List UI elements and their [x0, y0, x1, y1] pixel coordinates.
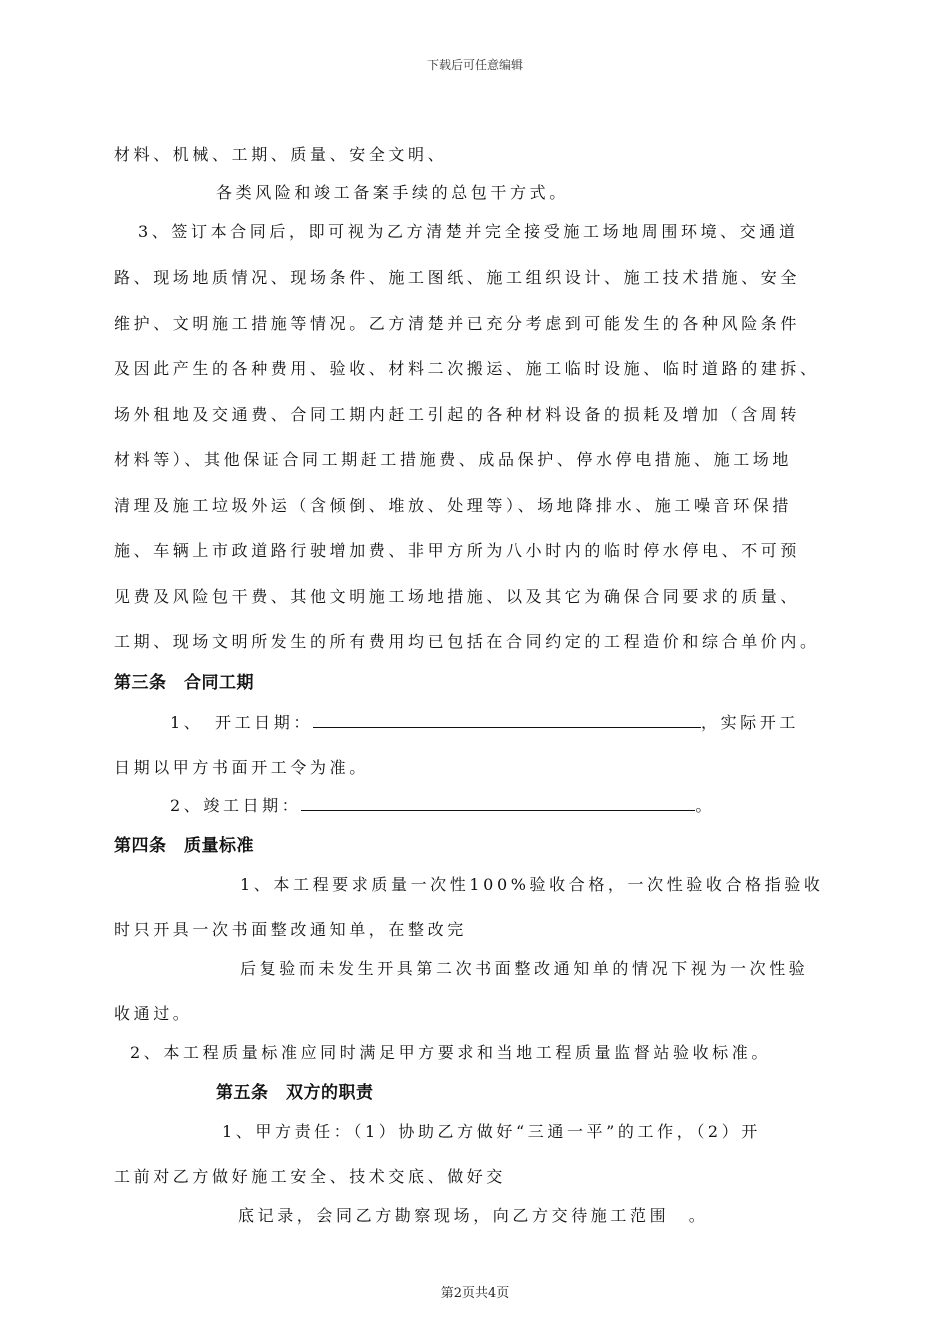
start-date-label: 1、 开工日期：: [170, 713, 313, 732]
paragraph-line: 后复验而未发生开具第二次书面整改通知单的情况下视为一次性验: [240, 959, 809, 978]
paragraph-line: 工期、现场文明所发生的所有费用均已包括在合同约定的工程造价和综合单价内。: [114, 632, 820, 651]
start-date-line: [170, 710, 799, 733]
paragraph-line: 及因此产生的各种费用、验收、材料二次搬运、施工临时设施、临时道路的建拆、: [114, 359, 820, 378]
paragraph-line: 日期以甲方书面开工令为准。: [114, 758, 369, 777]
article-5-heading: 第五条 双方的职责: [216, 1083, 374, 1103]
start-date-suffix: ，实际开工: [700, 713, 799, 732]
article-3-heading: 第三条 合同工期: [114, 673, 254, 693]
paragraph-line: 3、签订本合同后，即可视为乙方清楚并完全接受施工场地周围环境、交通道: [138, 222, 799, 241]
paragraph-line: 清理及施工垃圾外运（含倾倒、堆放、处理等）、场地降排水、施工噪音环保措: [114, 496, 793, 515]
end-date-suffix: 。: [695, 796, 715, 815]
paragraph-line: 1、甲方责任：（1）协助乙方做好“三通一平”的工作，（2）开: [222, 1122, 761, 1141]
article-4-heading: 第四条 质量标准: [114, 836, 254, 856]
paragraph-line: 各类风险和竣工备案手续的总包干方式。: [216, 183, 569, 202]
paragraph-line: 2、本工程质量标准应同时满足甲方要求和当地工程质量监督站验收标准。: [130, 1043, 771, 1062]
end-date-blank[interactable]: [301, 794, 695, 811]
paragraph-line: 见费及风险包干费、其他文明施工场地措施、以及其它为确保合同要求的质量、: [114, 587, 801, 606]
paragraph-line: 工前对乙方做好施工安全、技术交底、做好交: [114, 1167, 507, 1186]
page-footer: 第2页共4页: [440, 1286, 510, 1301]
paragraph-line: 收通过。: [114, 1004, 193, 1023]
paragraph-line: 施、车辆上市政道路行驶增加费、非甲方所为八小时内的临时停水停电、不可预: [114, 541, 801, 560]
paragraph-line: 时只开具一次书面整改通知单，在整改完: [114, 920, 467, 939]
start-date-blank[interactable]: [313, 711, 701, 728]
end-date-line: [170, 793, 715, 816]
paragraph-line: 路、现场地质情况、现场条件、施工图纸、施工组织设计、施工技术措施、安全: [114, 268, 801, 287]
paragraph-line: 材料等）、其他保证合同工期赶工措施费、成品保护、停水停电措施、施工场地: [114, 450, 793, 469]
page-header: 下载后可任意编辑: [426, 58, 523, 72]
end-date-label: 2、竣工日期：: [170, 796, 302, 815]
paragraph-line: 底记录，会同乙方勘察现场，向乙方交待施工范围 。: [238, 1206, 709, 1225]
paragraph-line: 维护、文明施工措施等情况。乙方清楚并已充分考虑到可能发生的各种风险条件: [114, 314, 801, 333]
paragraph-line: 场外租地及交通费、合同工期内赶工引起的各种材料设备的损耗及增加（含周转: [114, 405, 801, 424]
paragraph-line: 1、本工程要求质量一次性100%验收合格，一次性验收合格指验收: [240, 875, 824, 894]
paragraph-line: 材料、机械、工期、质量、安全文明、: [114, 145, 448, 164]
